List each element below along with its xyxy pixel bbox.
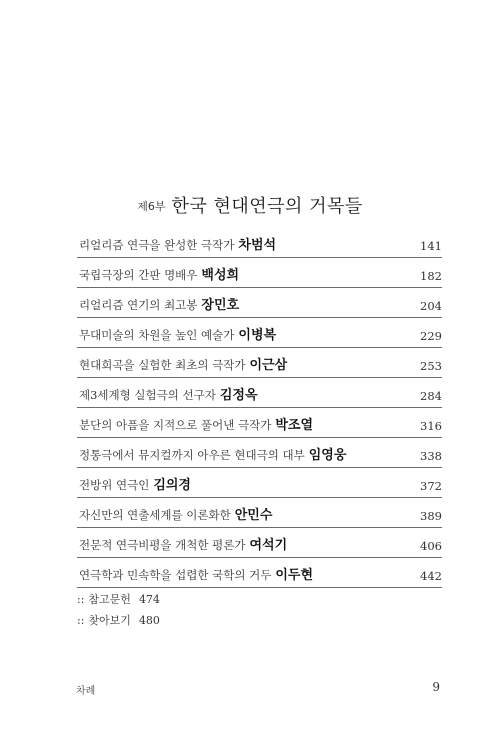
- toc-entry[interactable]: [77, 322, 442, 348]
- appendix-item[interactable]: [77, 610, 160, 631]
- toc-entry-page: 284: [420, 389, 442, 403]
- toc-entry-author: 김정옥: [219, 388, 258, 403]
- toc-entry-page: 229: [420, 329, 442, 343]
- toc-entry-text: [79, 324, 276, 343]
- toc-entry-description: 제3세계형 실험극의 선구자: [79, 388, 216, 402]
- toc-entry-description: 국립극장의 간판 명배우: [79, 268, 198, 282]
- toc-entry-description: 자신만의 연출세계를 이론화한: [79, 508, 231, 522]
- toc-entry-text: [79, 534, 287, 553]
- toc-entry-author: 김의경: [153, 478, 191, 493]
- table-of-contents: [77, 232, 442, 592]
- toc-entry-description: 정통극에서 뮤지컬까지 아우른 현대극의 대부: [79, 448, 305, 462]
- page-number: 9: [432, 680, 440, 694]
- toc-entry-description: 리얼리즘 연기의 최고봉: [79, 298, 198, 312]
- toc-entry-text: [79, 264, 239, 283]
- part-title: 한국 현대연극의 거목들: [171, 196, 363, 217]
- toc-entry-page: 316: [420, 419, 442, 433]
- toc-entry-author: 안민수: [234, 508, 273, 523]
- toc-entry[interactable]: [77, 382, 442, 408]
- toc-entry-text: [79, 384, 258, 403]
- toc-entry[interactable]: [77, 352, 442, 378]
- toc-entry-page: 338: [420, 449, 442, 463]
- toc-entry-text: [79, 414, 313, 433]
- toc-entry-author: 이근삼: [249, 358, 288, 373]
- toc-entry-author: 이병복: [238, 328, 277, 343]
- toc-entry-page: 253: [420, 359, 442, 373]
- toc-entry-page: 442: [420, 569, 442, 583]
- toc-entry-author: 차범석: [238, 238, 277, 253]
- toc-entry-description: 전문적 연극비평을 개척한 평론가: [79, 538, 246, 552]
- toc-entry-page: 204: [420, 299, 442, 313]
- toc-entry[interactable]: [77, 412, 442, 438]
- appendix-marker: ::: [77, 614, 85, 627]
- toc-entry[interactable]: [77, 562, 442, 588]
- toc-entry-author: 임영웅: [308, 448, 347, 463]
- appendix-label: 참고문헌: [88, 593, 131, 606]
- toc-entry[interactable]: [77, 472, 442, 498]
- toc-entry-description: 무대미술의 차원을 높인 예술가: [79, 328, 235, 342]
- toc-entry-text: [79, 444, 346, 463]
- toc-entry-author: 여석기: [249, 538, 288, 553]
- toc-entry-text: [79, 564, 313, 583]
- toc-entry[interactable]: [77, 442, 442, 468]
- toc-entry-description: 현대희곡을 실험한 최초의 극작가: [79, 358, 246, 372]
- toc-entry[interactable]: [77, 532, 442, 558]
- toc-entry-text: [79, 504, 272, 523]
- toc-entry-author: 박조열: [275, 418, 314, 433]
- part-heading: [0, 192, 500, 218]
- toc-entry-author: 장민호: [201, 298, 240, 313]
- toc-entry-text: [79, 294, 239, 313]
- toc-entry-page: 389: [420, 509, 442, 523]
- toc-entry[interactable]: [77, 262, 442, 288]
- toc-entry-description: 분단의 아픔을 지적으로 풀어낸 극작가: [79, 418, 272, 432]
- toc-entry-page: 182: [420, 269, 442, 283]
- running-footer-section: 차례: [76, 686, 96, 697]
- part-label: 제6부: [137, 200, 166, 213]
- toc-entry-description: 리얼리즘 연극을 완성한 극작가: [79, 238, 235, 252]
- toc-entry[interactable]: [77, 232, 442, 258]
- appendix-item[interactable]: [77, 589, 160, 610]
- toc-entry-text: [79, 474, 191, 493]
- toc-entry-page: 141: [420, 239, 442, 253]
- appendix-label: 찾아보기: [88, 614, 131, 627]
- toc-entry-author: 백성희: [201, 268, 240, 283]
- toc-entry[interactable]: [77, 292, 442, 318]
- toc-entry-author: 이두현: [275, 568, 314, 583]
- toc-entry-text: [79, 354, 287, 373]
- toc-entry-page: 406: [420, 539, 442, 553]
- toc-entry-description: 연극학과 민속학을 섭렵한 국학의 거두: [79, 568, 272, 582]
- appendix-page: 480: [138, 614, 160, 627]
- appendix-page: 474: [138, 593, 160, 606]
- toc-entry[interactable]: [77, 502, 442, 528]
- appendix-marker: ::: [77, 593, 85, 606]
- toc-entry-description: 전방위 연극인: [79, 478, 150, 492]
- appendix-list: [77, 589, 160, 631]
- toc-entry-page: 372: [420, 479, 442, 493]
- toc-entry-text: [79, 234, 276, 253]
